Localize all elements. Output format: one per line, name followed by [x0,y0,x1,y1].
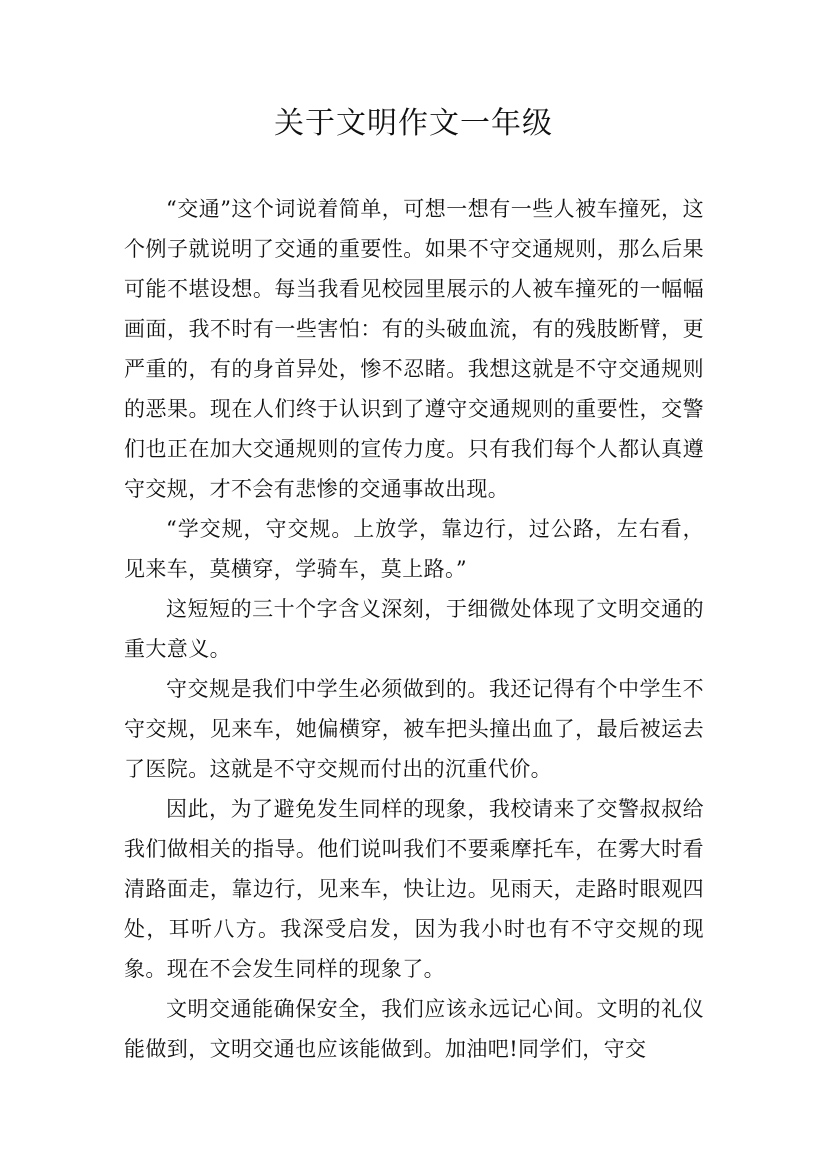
paragraph-4: 守交规是我们中学生必须做到的。我还记得有个中学生不守交规，见来车，她偏横穿，被车把头撞出血了，最后被运去了医院。这就是不守交规而付出的沉重代价。 [124,677,704,781]
paragraph-1: “交通”这个词说着简单，可想一想有一些人被车撞死，这个例子就说明了交通的重要性。如果不守交通规则，那么后果可能不堪设想。每当我看见校园里展示的人被车撞死的一幅幅画面，我不时有一些害怕：有的头破血流，有的残肢断臂，更严重的，有的身首异处，惨不忍睹。我想这就是不守交通规则的恶果。现在人们终于认识到了遵守交通规则的重要性，交警们也正在加大交通规则的宣传力度。只有我们每个人都认真遵守交规，才不会有悲惨的交通事故出现。 [124,197,704,501]
document-body [124,189,704,1069]
paragraph-3: 这短短的三十个字含义深刻，于细微处体现了文明交通的重大意义。 [124,597,704,661]
paragraph-6: 文明交通能确保安全，我们应该永远记心间。文明的礼仪能做到，文明交通也应该能做到。加油吧!同学们，守交 [124,997,704,1061]
paragraph-2: “学交规，守交规。上放学，靠边行，过公路，左右看，见来车，莫横穿，学骑车，莫上路。” [124,517,704,581]
document-title: 关于文明作文一年级 [274,106,553,141]
paragraph-5: 因此，为了避免发生同样的现象，我校请来了交警叔叔给我们做相关的指导。他们说叫我们不要乘摩托车，在雾大时看清路面走，靠边行，见来车，快让边。见雨天，走路时眼观四处，耳听八方。我深受启发，因为我小时也有不守交规的现象。现在不会发生同样的现象了。 [124,797,704,981]
